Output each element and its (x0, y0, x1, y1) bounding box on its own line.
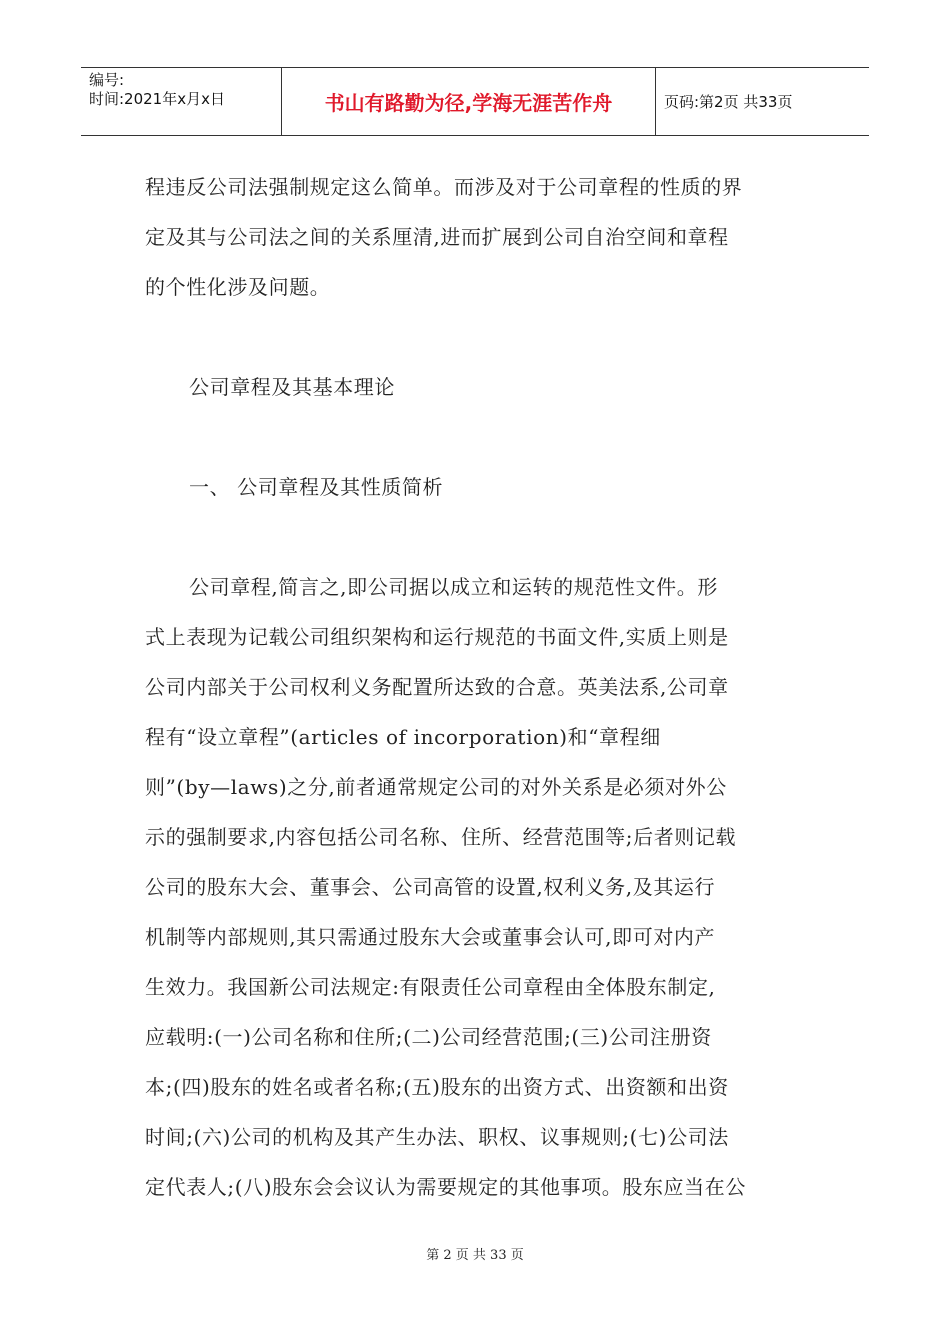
paragraph-line: 公司的股东大会、董事会、公司高管的设置,权利义务,及其运行 (145, 875, 716, 899)
paragraph-line: 式上表现为记载公司组织架构和运行规范的书面文件,实质上则是 (145, 625, 729, 649)
paragraph-line: 本;(四)股东的姓名或者名称;(五)股东的出资方式、出资额和出资 (145, 1075, 729, 1099)
paragraph-line: 定代表人;(八)股东会会议认为需要规定的其他事项。股东应当在公 (145, 1175, 746, 1199)
paragraph-line: 示的强制要求,内容包括公司名称、住所、经营范围等;后者则记载 (145, 825, 737, 849)
paragraph-line: 公司内部关于公司权利义务配置所达致的合意。英美法系,公司章 (145, 675, 729, 699)
paragraph-line: 程有“设立章程”(articles of incorporation)和“章程细 (145, 725, 661, 749)
paragraph-line: 生效力。我国新公司法规定:有限责任公司章程由全体股东制定, (145, 975, 716, 999)
paragraph-line: 应载明:(一)公司名称和住所;(二)公司经营范围;(三)公司注册资 (145, 1025, 712, 1049)
header-motto: 书山有路勤为径,学海无涯苦作舟 (282, 68, 656, 135)
header-meta-cell (81, 68, 282, 135)
number-label: 编号: (89, 71, 125, 89)
header-page-info: 页码:第2页 共33页 (664, 93, 793, 111)
paragraph-line: 则”(by—laws)之分,前者通常规定公司的对外关系是必须对外公 (145, 775, 727, 799)
paragraph-line: 公司章程,简言之,即公司据以成立和运转的规范性文件。形 (189, 575, 718, 599)
section-heading: 公司章程及其基本理论 (189, 375, 395, 399)
time-label: 时间:2021年x月x日 (89, 90, 225, 108)
paragraph-line: 机制等内部规则,其只需通过股东大会或董事会认可,即可对内产 (145, 925, 716, 949)
subsection-heading: 一、 公司章程及其性质简析 (189, 475, 444, 499)
document-body (145, 162, 805, 1212)
paragraph-line: 定及其与公司法之间的关系厘清,进而扩展到公司自治空间和章程 (145, 225, 729, 249)
paragraph-line: 的个性化涉及问题。 (145, 275, 331, 299)
page-footer: 第 2 页 共 33 页 (426, 1248, 524, 1263)
header-table (81, 67, 869, 136)
paragraph-line: 时间;(六)公司的机构及其产生办法、职权、议事规则;(七)公司法 (145, 1125, 729, 1149)
paragraph-line: 程违反公司法强制规定这么简单。而涉及对于公司章程的性质的界 (145, 175, 743, 199)
